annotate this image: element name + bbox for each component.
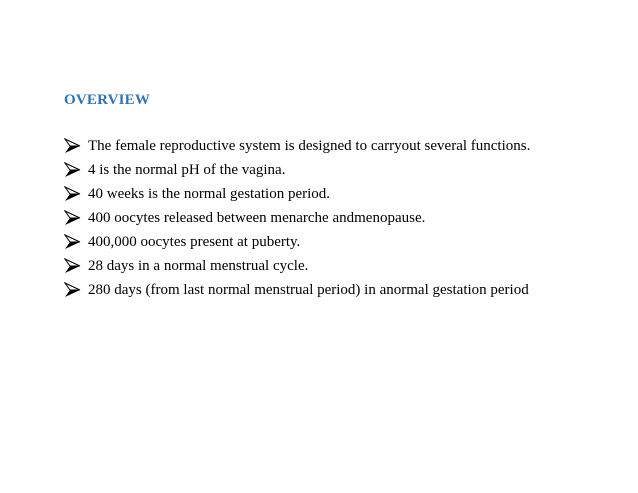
list-item-text: 4 is the normal pH of the vagina. (88, 162, 286, 178)
list-item-text: The female reproductive system is designed to carryout several functions. (88, 138, 531, 154)
arrow-bullet-icon (64, 186, 81, 202)
list-item (64, 206, 530, 230)
arrow-bullet-icon (64, 138, 81, 154)
arrow-bullet-icon (64, 210, 81, 226)
arrow-bullet-icon (64, 258, 81, 274)
list-item (64, 134, 530, 158)
list-item (64, 254, 530, 278)
list-item-text: 40 weeks is the normal gestation period. (88, 186, 331, 202)
arrow-bullet-icon (64, 282, 81, 298)
list-item-text: 28 days in a normal menstrual cycle. (88, 258, 309, 274)
arrow-bullet-icon (64, 234, 81, 250)
list-item-text: 280 days (from last normal menstrual period) in anormal gestation period (88, 282, 529, 298)
list-item-text: 400,000 oocytes present at puberty. (88, 234, 301, 250)
list-item (64, 230, 530, 254)
section-heading: OVERVIEW (64, 92, 151, 108)
list-item (64, 158, 530, 182)
arrow-bullet-icon (64, 162, 81, 178)
list-item (64, 182, 530, 206)
list-item (64, 278, 530, 302)
bullet-list (64, 134, 530, 302)
list-item-text: 400 oocytes released between menarche andmenopause. (88, 210, 426, 226)
